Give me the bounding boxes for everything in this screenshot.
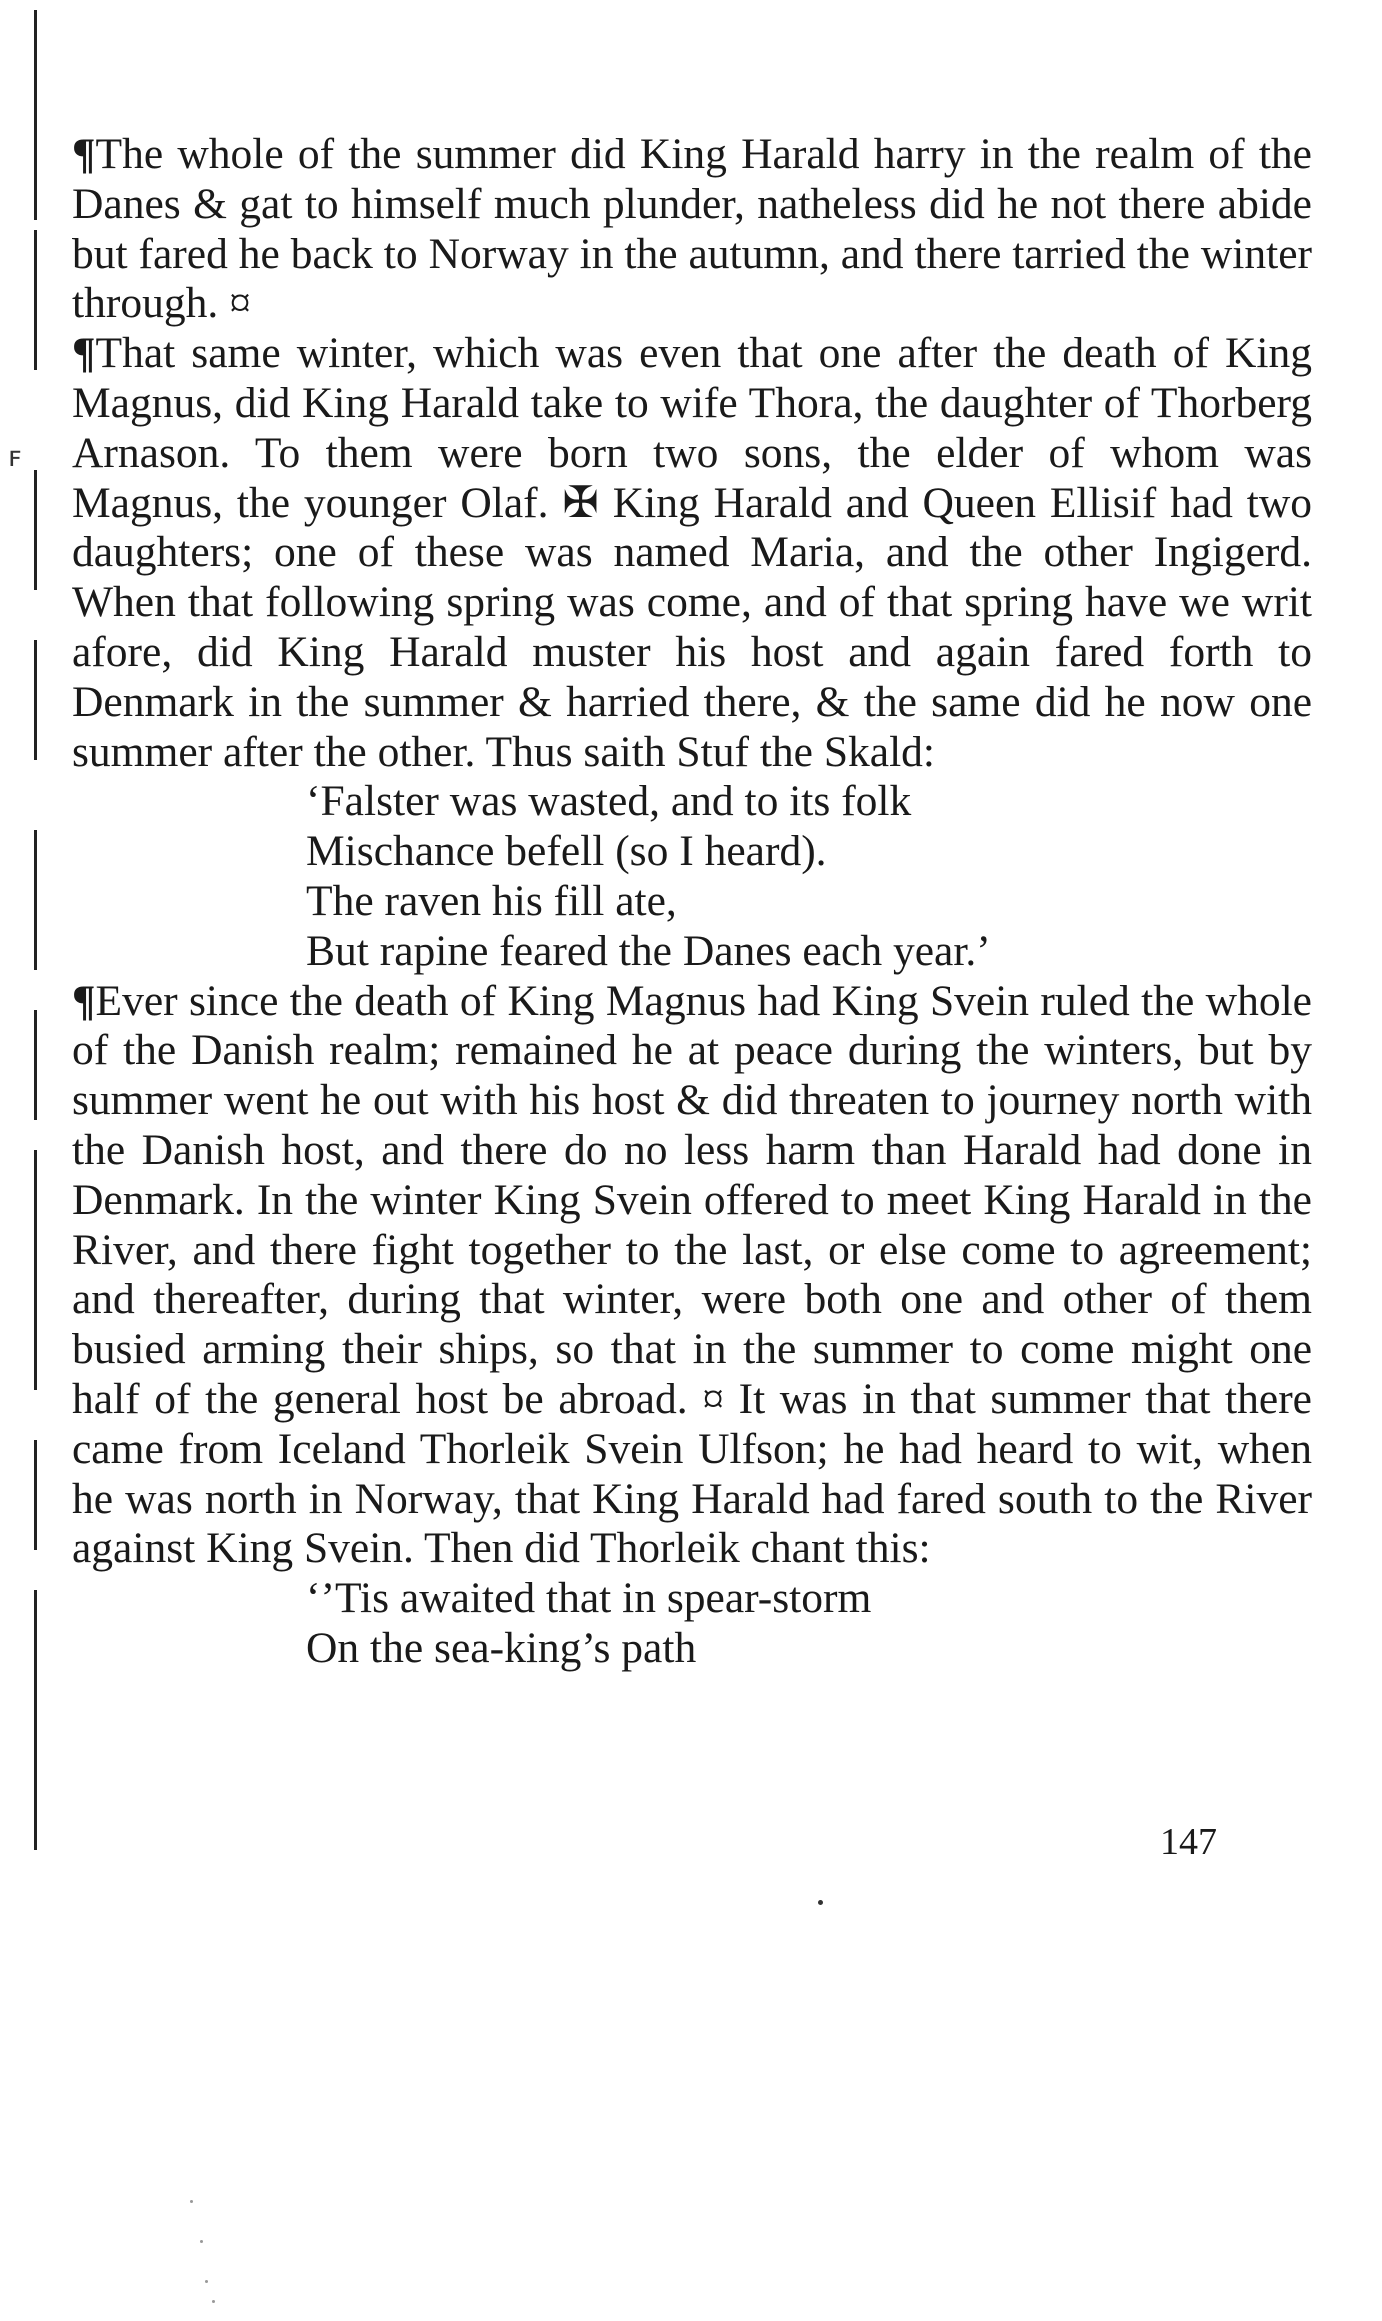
verse-line: ‘Falster was wasted, and to its folk	[306, 777, 912, 826]
margin-rule	[34, 10, 37, 220]
pilcrow-mark: ¶	[72, 130, 96, 178]
page-text	[72, 130, 1312, 1674]
pilcrow-mark: ¶	[72, 976, 96, 1025]
margin-rule	[34, 640, 37, 760]
margin-rule	[34, 830, 37, 970]
verse-line: But rapine feared the Danes each year.’	[306, 926, 991, 975]
paragraph-text: Ever since the death of King Magnus had King Svein ruled the whole of the Danish realm; remained he at peace during the winters, but by summer went he out with his host & did threaten to journey north with the Danish host, and there do no less harm than Harald had done in Denmark. In the winter King Svein offered to meet King Harald in the River, and there fight together to the last, or else come to agreement; and thereafter, during that winter, were both one and other of them busied arming their ships, so that in the summer to come might one half of the general host be abroad. ¤ It was in that summer that there came from Iceland Thorleik Svein Ulfson; he had heard to wit, when he was north in Norway, that King Harald had fared south to the River against King Svein. Then did Thorleik chant this:	[72, 976, 1312, 1573]
scan-speck	[205, 2280, 208, 2283]
margin-rule	[34, 230, 37, 370]
verse-stanza-1	[72, 777, 1312, 976]
margin-rule	[34, 1010, 37, 1120]
pilcrow-mark: ¶	[72, 329, 96, 378]
margin-speck: ꜰ	[8, 442, 22, 473]
paragraph-text: The whole of the summer did King Harald harry in the realm of the Danes & gat to himself much plunder, natheless did he not there abide but fared he back to Norway in the autumn, and there tarried the winter through. ¤	[72, 130, 1312, 328]
scan-speck	[212, 2300, 215, 2303]
verse-line: On the sea-king’s path	[306, 1623, 697, 1672]
paragraph-3	[72, 977, 1312, 1575]
paragraph-2	[72, 329, 1312, 777]
page-number: 147	[1160, 1821, 1217, 1863]
verse-line: Mischance befell (so I heard).	[306, 827, 827, 876]
margin-rule	[34, 1440, 37, 1550]
scan-speck	[200, 2240, 203, 2243]
margin-rule	[34, 1150, 37, 1390]
verse-line: The raven his fill ate,	[306, 876, 677, 925]
verse-line: ‘’Tis awaited that in spear-storm	[306, 1574, 872, 1623]
margin-rule	[34, 470, 37, 590]
paragraph-text: That same winter, which was even that one after the death of King Magnus, did King Harald take to wife Thora, the daughter of Thorberg Arnason. To them were born two sons, the elder of whom was Magnus, the younger Olaf. ✠ King Harald and Queen Ellisif had two daughters; one of these was named Maria, and the other Ingigerd. When that following spring was come, and of that spring have we writ afore, did King Harald muster his host and again fared forth to Denmark in the summer & harried there, & the same did he now one summer after the other. Thus saith Stuf the Skald:	[72, 329, 1312, 776]
verse-stanza-2	[72, 1574, 1312, 1674]
margin-rule	[34, 1590, 37, 1850]
scan-speck	[818, 1900, 823, 1905]
scan-speck	[190, 2200, 193, 2203]
paragraph-1	[72, 130, 1312, 329]
